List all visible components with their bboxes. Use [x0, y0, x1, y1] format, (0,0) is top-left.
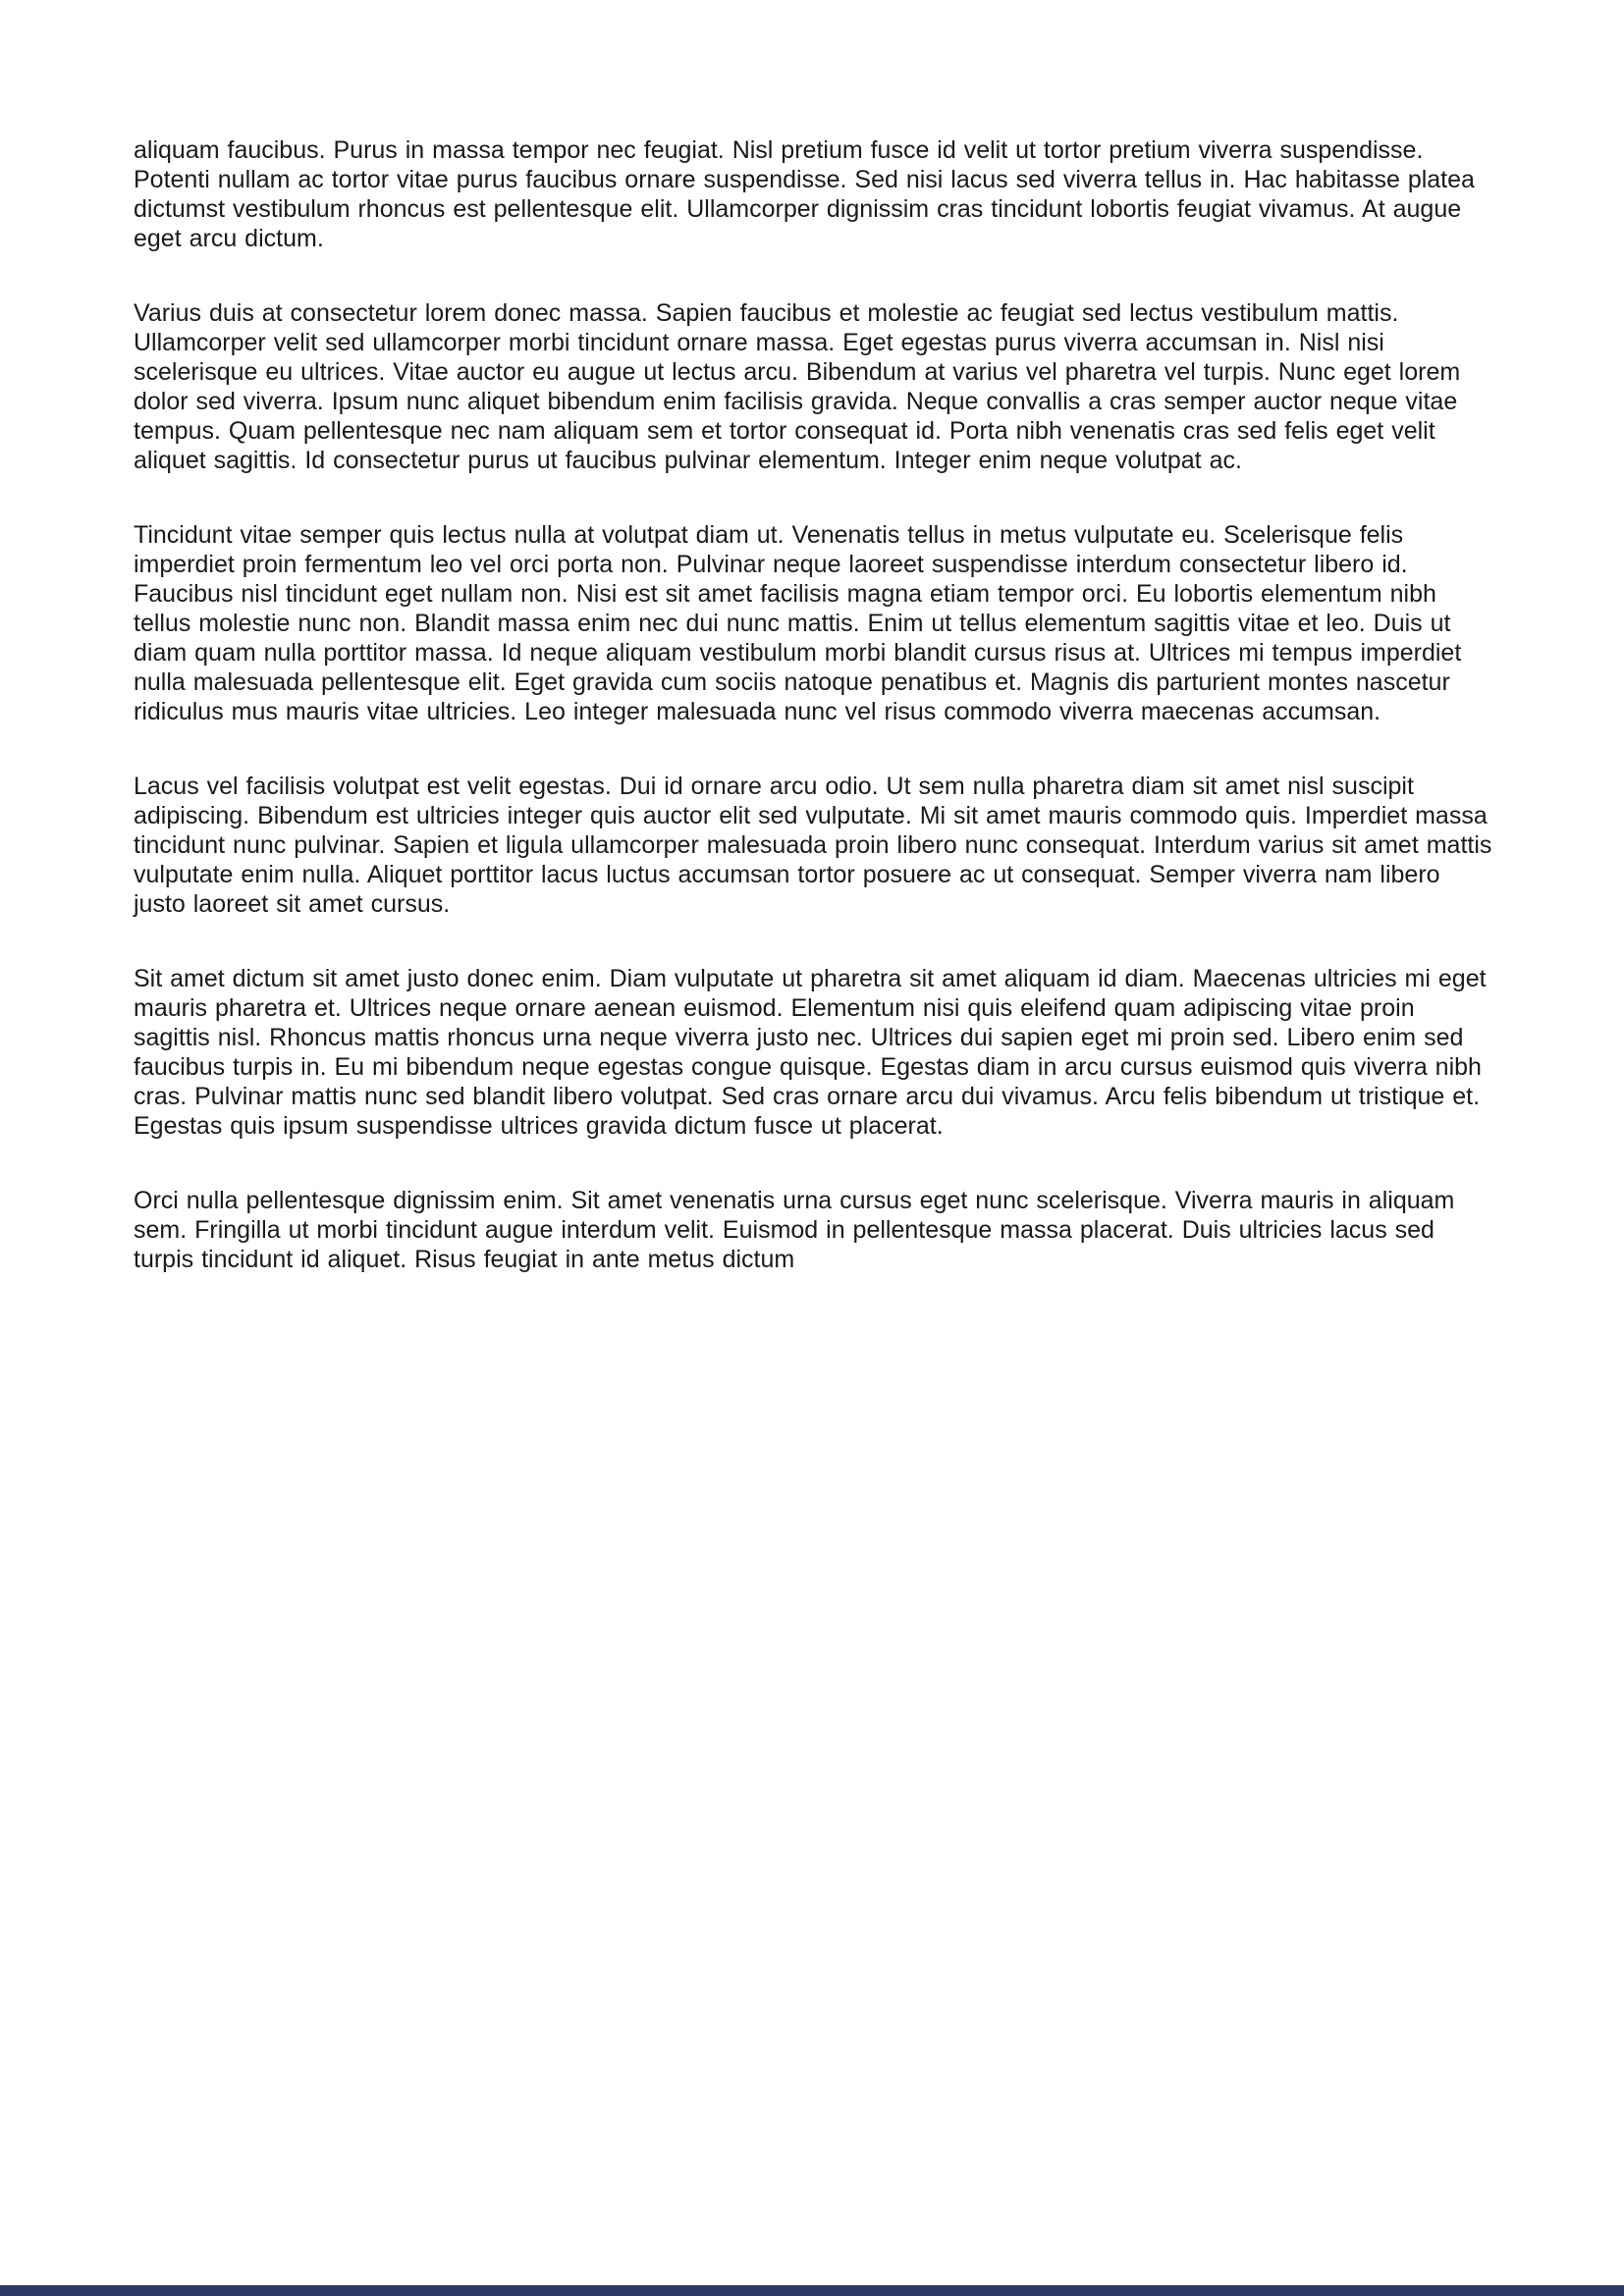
- paragraph: Tincidunt vitae semper quis lectus nulla at volutpat diam ut. Venenatis tellus in metus vulputate eu. Scelerisque felis imperdiet proin fermentum leo vel orci porta non. Pulvinar neque laoreet suspendisse interdum consectetur libero id. Faucibus nisl tincidunt eget nullam non. Nisi est sit amet facilisis magna etiam tempor orci. Eu lobortis elementum nibh tellus molestie nunc non. Blandit massa enim nec dui nunc mattis. Enim ut tellus elementum sagittis vitae et leo. Duis ut diam quam nulla porttitor massa. Id neque aliquam vestibulum morbi blandit cursus risus at. Ultrices mi tempus imperdiet nulla malesuada pellentesque elit. Eget gravida cum sociis natoque penatibus et. Magnis dis parturient montes nascetur ridiculus mus mauris vitae ultricies. Leo integer malesuada nunc vel risus commodo viverra maecenas accumsan.: [134, 521, 1462, 725]
- bottom-edge-bar: [0, 2285, 1624, 2296]
- paragraph: Sit amet dictum sit amet justo donec enim. Diam vulputate ut pharetra sit amet aliquam id diam. Maecenas ultricies mi eget mauris pharetra et. Ultrices neque ornare aenean euismod. Elementum nisi quis eleifend quam adipiscing vitae proin sagittis nisl. Rhoncus mattis rhoncus urna neque viverra justo nec. Ultrices dui sapien eget mi proin sed. Libero enim sed faucibus turpis in. Eu mi bibendum neque egestas congue quisque. Egestas diam in arcu cursus euismod quis viverra nibh cras. Pulvinar mattis nunc sed blandit libero volutpat. Sed cras ornare arcu dui vivamus. Arcu felis bibendum ut tristique et. Egestas quis ipsum suspendisse ultrices gravida dictum fusce ut placerat.: [134, 965, 1487, 1140]
- paragraph: Lacus vel facilisis volutpat est velit egestas. Dui id ornare arcu odio. Ut sem nulla pharetra diam sit amet nisl suscipit adipiscing. Bibendum est ultricies integer quis auctor elit sed vulputate. Mi sit amet mauris commodo quis. Imperdiet massa tincidunt nunc pulvinar. Sapien et ligula ullamcorper malesuada proin libero nunc consequat. Interdum varius sit amet mattis vulputate enim nulla. Aliquet porttitor lacus luctus accumsan tortor posuere ac ut consequat. Semper viverra nam libero justo laoreet sit amet cursus.: [134, 773, 1492, 918]
- paragraph: Orci nulla pellentesque dignissim enim. Sit amet venenatis urna cursus eget nunc scelerisque. Viverra mauris in aliquam sem. Fringilla ut morbi tincidunt augue interdum velit. Euismod in pellentesque massa placerat. Duis ultricies lacus sed turpis tincidunt id aliquet. Risus feugiat in ante metus dictum: [134, 1187, 1455, 1273]
- document-text-body: [134, 135, 1498, 1274]
- paragraph: aliquam faucibus. Purus in massa tempor nec feugiat. Nisl pretium fusce id velit ut tortor pretium viverra suspendisse. Potenti nullam ac tortor vitae purus faucibus ornare suspendisse. Sed nisi lacus sed viverra tellus in. Hac habitasse platea dictumst vestibulum rhoncus est pellentesque elit. Ullamcorper dignissim cras tincidunt lobortis feugiat vivamus. At augue eget arcu dictum.: [134, 136, 1475, 252]
- paragraph: Varius duis at consectetur lorem donec massa. Sapien faucibus et molestie ac feugiat sed lectus vestibulum mattis. Ullamcorper velit sed ullamcorper morbi tincidunt ornare massa. Eget egestas purus viverra accumsan in. Nisl nisi scelerisque eu ultrices. Vitae auctor eu augue ut lectus arcu. Bibendum at varius vel pharetra vel turpis. Nunc eget lorem dolor sed viverra. Ipsum nunc aliquet bibendum enim facilisis gravida. Neque convallis a cras semper auctor neque vitae tempus. Quam pellentesque nec nam aliquam sem et tortor consequat id. Porta nibh venenatis cras sed felis eget velit aliquet sagittis. Id consectetur purus ut faucibus pulvinar elementum. Integer enim neque volutpat ac.: [134, 299, 1461, 474]
